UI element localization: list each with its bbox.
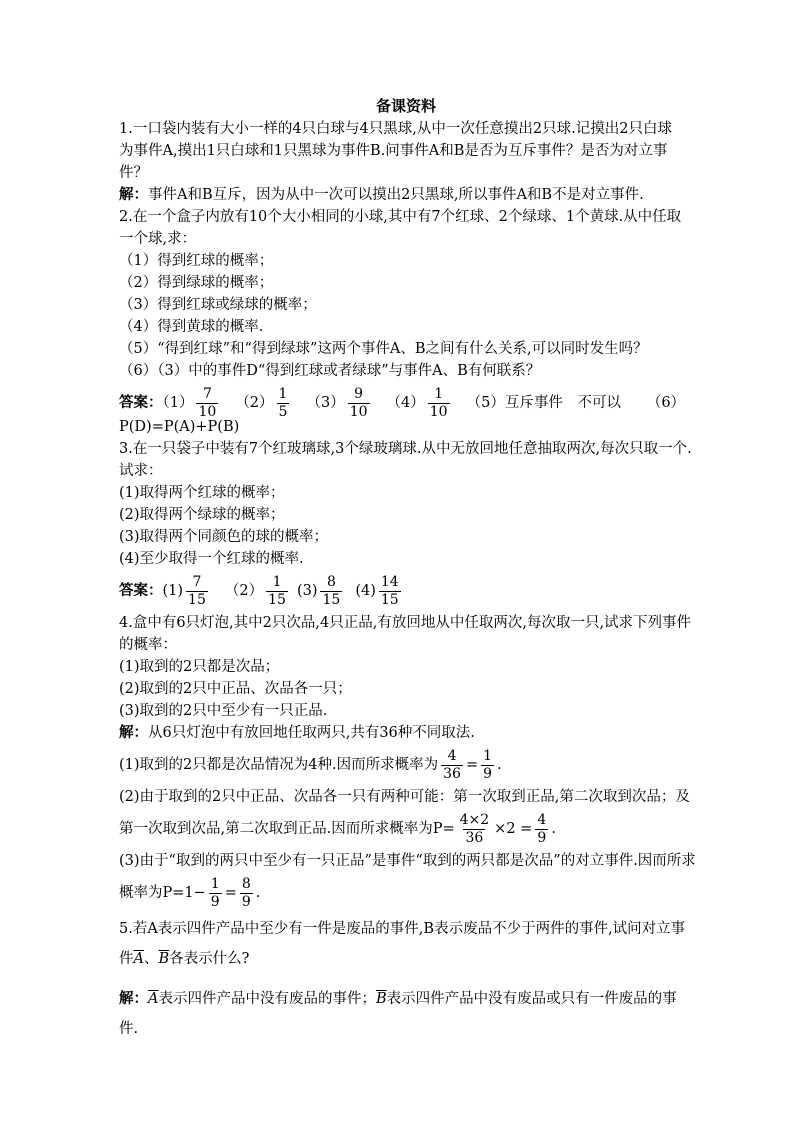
problem-2-answer-tail: P(D)=P(A)+P(B) [119,419,240,435]
problem-3-line-1: 3.在一只袋子中装有7个红玻璃球,3个绿玻璃球.从中无放回地任意抽取两次,每次只取一个. [119,441,692,457]
denominator: 9 [241,893,251,910]
solution-text: (1)取到的2只都是次品情况为4种.因而所求概率为 [119,757,439,773]
problem-2-item-4: （4）得到黄球的概率. [119,319,264,335]
problem-1-line-2: 为事件A,摸出1只白球和1只黑球为事件B.问事件A和B是否为互斥事件？是否为对立事 [119,143,668,159]
numerator: 4 [447,747,457,764]
problem-1-solution [119,184,679,206]
problem-4-line-1: 4.盒中有6只灯泡,其中2只次品,4只正品,有放回地从中任取两次,每次取一只,试求下列事件 [119,615,692,631]
problem-2-line-2: 一个球,求： [119,231,197,247]
problem-3-item-2: (2)取得两个绿球的概率； [119,507,285,523]
numerator: 7 [202,385,212,402]
period: . [497,757,502,773]
numerator: 8 [326,573,336,590]
problem-2-item-5: （5）“得到红球”和“得到绿球”这两个事件A、B之间有什么关系,可以同时发生吗？ [119,341,648,357]
fraction [441,748,463,783]
solution-text: 事件A和B互斥，因为从中一次可以摸出2只黑球,所以事件A和B不是对立事件. [148,187,644,203]
numerator: 1 [278,385,288,402]
numerator: 9 [354,385,364,402]
problem-2-item-1: （1）得到红球的概率； [119,253,274,269]
problem-3-answer [119,570,679,612]
fraction [428,386,450,421]
denominator: 36 [443,765,461,782]
fraction [240,876,253,911]
answer-part: （2） [224,583,264,599]
equals-sign: = [224,885,237,901]
period: . [255,885,261,901]
denominator: 10 [349,403,368,420]
fraction [348,386,370,421]
answer-part: （6） [646,395,686,411]
problem-5 [119,918,686,1040]
solution-label: 解： [119,724,148,741]
document-page [119,96,696,1040]
problem-4-solution-2 [119,808,679,850]
problem-3-line-2: 试求： [119,463,163,479]
fraction [481,748,494,783]
denominator: 36 [465,829,484,846]
problem-5-line-1: 5.若A表示四件产品中至少有一件是废品的事件,B表示废品不少于两件的事件,试问对立事 [119,921,686,937]
numerator: 4 [537,811,547,828]
complement-a: $\overline{A}$ [133,951,144,967]
answer-part: (1) [162,583,184,599]
fraction [458,812,492,847]
problem-4 [119,612,696,914]
answer-part: （4） [386,395,425,411]
numerator: 1 [272,573,282,590]
page-title: 备课资料 [375,97,436,115]
answer-part: (3) [296,583,318,599]
problem-3-item-3: (3)取得两个同颜色的球的概率； [119,529,329,545]
problem-1 [119,118,679,206]
fraction [266,574,288,609]
equals-sign: = [465,757,479,773]
denominator: 10 [198,403,217,420]
answer-part: （1） [162,395,194,411]
separator: 、 [143,951,159,967]
problem-4-solution-2-line-1: (2)由于取到的2只中正品、次品各一只有两种可能：第一次取到正品,第二次取到次品；及 [119,789,690,805]
fraction [186,574,208,609]
complement-b: $\overline{B}$ [158,951,170,967]
fraction [320,574,342,609]
answer-label: 答案： [119,394,163,411]
problem-4-solution-3-line-1: (3)由于“取到的两只中至少有一只正品”是事件“取到的两只都是次品”的对立事件.因而所求 [119,853,696,869]
solution-text: 第一次取到次品,第二次取到正品.因而所求概率为P= [119,821,455,837]
problem-1-line-3: 件？ [119,165,148,181]
problem-1-line-1: 1.一口袋内装有大小一样的4只白球与4只黑球,从中一次任意摸出2只球.记摸出2只白球 [119,121,672,137]
problem-4-solution-3 [119,872,679,914]
solution-text: 表示四件产品中没有废品的事件； [158,991,376,1007]
denominator: 9 [537,829,547,846]
problem-4-item-2: (2)取到的2只中正品、次品各一只； [119,681,352,697]
denominator: 5 [278,403,288,420]
numerator: 7 [192,573,202,590]
fraction [535,812,548,847]
answer-label: 答案： [119,582,163,599]
problem-3-item-1: (1)取得两个红球的概率； [119,485,285,501]
solution-text: 表示四件产品中没有废品或只有一件废品的事 [386,991,677,1007]
numerator: 1 [210,875,220,892]
numerator: 4×2 [459,811,490,828]
numerator: 8 [241,875,251,892]
problem-4-item-1: (1)取到的2只都是次品； [119,659,280,675]
problem-4-solution [119,722,679,744]
problem-2-line-1: 2.在一个盒子内放有10个大小相同的小球,其中有7个红球、2个绿球、1个黄球.从中任取 [119,209,682,225]
answer-part: （3） [306,395,345,411]
problem-3 [119,438,692,612]
numerator: 1 [483,747,493,764]
solution-label: 解： [119,186,148,203]
period: . [551,821,556,837]
complement-b: $\overline{B}$ [375,991,387,1007]
answer-part: (4) [355,583,376,599]
problem-2-item-3: （3）得到红球或绿球的概率； [119,297,317,313]
solution-text: 概率为P=1− [119,885,206,901]
problem-2 [119,206,686,438]
solution-text: ×2 = [494,821,533,837]
fraction [379,574,401,609]
problem-5-line-2 [119,948,679,970]
denominator: 9 [483,765,493,782]
fraction [209,876,222,911]
denominator: 15 [322,591,341,608]
problem-4-item-3: (3)取到的2只中至少有一只正品. [119,703,328,719]
problem-2-item-2: （2）得到绿球的概率； [119,275,274,291]
problem-5-solution [119,988,679,1010]
problem-4-solution-1 [119,744,679,786]
complement-a: $\overline{A}$ [148,991,159,1007]
problem-3-item-4: (4)至少取得一个红球的概率. [119,551,304,567]
denominator: 15 [188,591,206,608]
numerator: 1 [434,385,444,402]
fraction [277,386,290,421]
numerator: 14 [380,573,399,590]
problem-text: 各表示什么? [169,951,250,967]
problem-text: 件 [119,951,134,967]
answer-part: （2） [235,395,274,411]
solution-label: 解： [119,990,148,1007]
denominator: 15 [380,591,399,608]
solution-text: 从6只灯泡中有放回地任取两只,共有36种不同取法. [148,725,475,741]
denominator: 10 [429,403,448,420]
answer-part: （5）互斥事件 不可以 [466,395,621,411]
denominator: 15 [268,591,286,608]
problem-4-line-2: 的概率： [119,637,177,653]
denominator: 9 [210,893,220,910]
problem-5-solution-line-2: 件. [119,1021,139,1037]
problem-2-item-6: （6）（3）中的事件D“得到红球或者绿球”与事件A、B有何联系？ [119,363,541,379]
